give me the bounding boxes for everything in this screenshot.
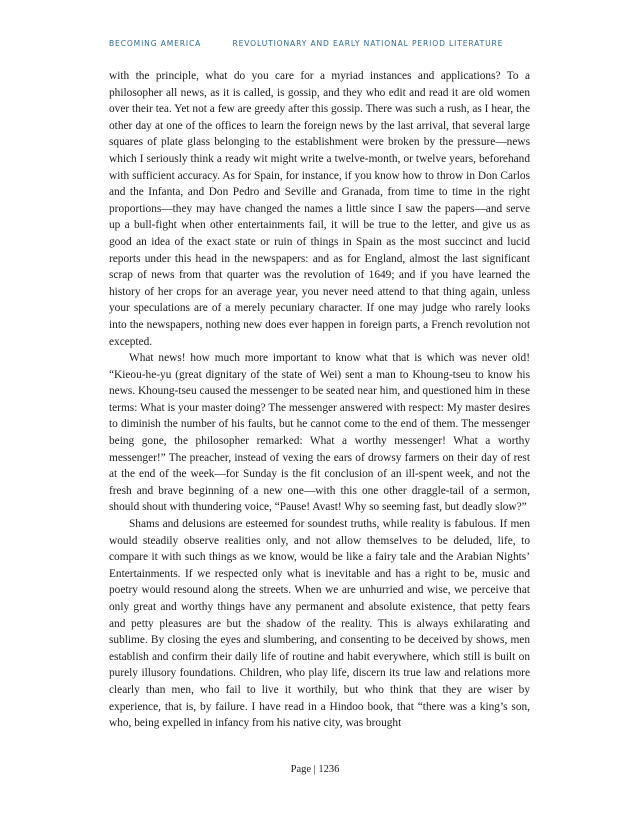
book-title: BECOMING AMERICA (109, 39, 202, 48)
page-number: Page | 1236 (290, 764, 340, 775)
paragraph: Shams and delusions are esteemed for soundest truths, while reality is fabulous. If men would steadily observe realities only, and not allow themselves to be deluded, life, to compare it with such things as we know, would be like a fairy tale and the Arabian Nights’ Entertainments. If we respected only what is inevitable and has a right to be, music and poetry would resound along the streets. When we are unhurried and wise, we perceive that only great and worthy things have any permanent and absolute existence, that petty fears and petty pleasures are but the shadow of the reality. This is always exhilarating and sublime. By closing the eyes and slumbering, and consenting to be deceived by shows, men establish and confirm their daily life of routine and habit everywhere, which still is built on purely illusory foundations. Children, who play life, discern its true law and relations more clearly than men, who fail to live it worthily, but who think that they are wiser by experience, that is, by failure. I have read in a Hindoo book, that “there was a king’s son, who, being expelled in infancy from his native city, was brought (109, 518, 530, 730)
section-title: REVOLUTIONARY AND EARLY NATIONAL PERIOD LITERATURE (232, 39, 504, 48)
paragraph: with the principle, what do you care for a myriad instances and applications? To a philosopher all news, as it is called, is gossip, and they who edit and read it are old women over their tea. Yet not a few are greedy after this gossip. There was such a rush, as I hear, the other day at one of the offices to learn the foreign news by the last arrival, that several large squares of plate glass belonging to the establishment were broken by the pressure—news which I seriously think a ready wit might write a twelve-month, or twelve years, beforehand with sufficient accuracy. As for Spain, for instance, if you know how to throw in Don Carlos and the Infanta, and Don Pedro and Seville and Granada, from time to time in the right proportions—they may have changed the names a little since I saw the papers—and serve up a bull-fight when other entertainments fail, it will be true to the letter, and give us as good an idea of the exact state or ruin of things in Spain as the most succinct and lucid reports under this head in the newspapers: and as for England, almost the last significant scrap of news from that quarter was the revolution of 1649; and if you have learned the history of her crops for an average year, you never need attend to that thing again, unless your speculations are of a merely pecuniary character. If one may judge who rarely looks into the newspapers, nothing new does ever happen in foreign parts, a French revolution not excepted. (109, 70, 530, 348)
paragraph: What news! how much more important to know what that is which was never old! “Kieou-he-yu (great dignitary of the state of Wei) sent a man to Khoung-tseu to know his news. Khoung-tseu caused the messenger to be seated near him, and questioned him in these terms: What is your master doing? The messenger answered with respect: My master desires to diminish the number of his faults, but he cannot come to the end of them. The messenger being gone, the philosopher remarked: What a worthy messenger! What a worthy messenger!” The preacher, instead of vexing the ears of drowsy farmers on their day of rest at the end of the week—for Sunday is the fit conclusion of an ill-spent week, and not the fresh and brave beginning of a new one—with this one other draggle-tail of a sermon, should shout with thundering voice, “Pause! Avast! Why so seeming fast, but deadly slow?” (109, 352, 530, 514)
body-text (109, 68, 530, 732)
running-header (109, 39, 529, 48)
